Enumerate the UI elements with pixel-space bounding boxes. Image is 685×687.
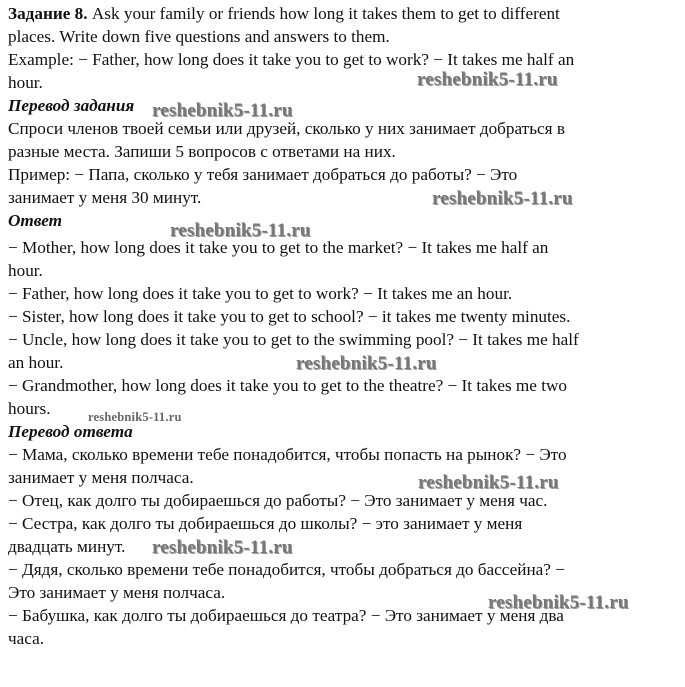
task-translation-line: разные места. Запиши 5 вопросов с ответами на них. <box>8 142 396 161</box>
answer-translation-line: − Бабушка, как долго ты добираешься до театра? − Это занимает у меня два <box>8 606 564 625</box>
answer-line: an hour. <box>8 353 64 372</box>
answer-translation-line: − Мама, сколько времени тебе понадобится, чтобы попасть на рынок? − Это <box>8 445 567 464</box>
task-translation-line: Пример: − Папа, сколько у тебя занимает добраться до работы? − Это <box>8 165 518 184</box>
task-line-2: places. Write down five questions and answers to them. <box>8 27 390 46</box>
task-translation-line: Спроси членов твоей семьи или друзей, сколько у них занимает добраться в <box>8 119 565 138</box>
answer-translation-heading: Перевод ответа <box>8 422 133 441</box>
document-page <box>8 2 678 650</box>
answer-line: hour. <box>8 261 43 280</box>
task-translation-heading: Перевод задания <box>8 96 135 115</box>
answer-translation-line: − Отец, как долго ты добираешься до работы? − Это занимает у меня час. <box>8 491 548 510</box>
task-label: Задание 8. <box>8 4 88 23</box>
task-example-line: Example: − Father, how long does it take you to get to work? − It takes me half an <box>8 50 575 69</box>
task-line-1 <box>8 2 678 25</box>
answer-translation-line: − Дядя, сколько времени тебе понадобится, чтобы добраться до бассейна? − <box>8 560 565 579</box>
watermark: reshebnik5-11.ru <box>170 220 311 241</box>
answer-line: hours. <box>8 399 51 418</box>
watermark: reshebnik5-11.ru <box>152 537 293 558</box>
watermark: reshebnik5-11.ru <box>152 100 293 121</box>
watermark: reshebnik5-11.ru <box>488 592 629 613</box>
answer-translation-line: часа. <box>8 629 45 648</box>
answer-heading: Ответ <box>8 211 63 230</box>
answer-line: − Uncle, how long does it take you to get to the swimming pool? − It takes me half <box>8 330 579 349</box>
watermark: reshebnik5-11.ru <box>417 69 558 90</box>
watermark: reshebnik5-11.ru <box>296 353 437 374</box>
watermark: reshebnik5-11.ru <box>432 188 573 209</box>
watermark: reshebnik5-11.ru <box>88 410 182 424</box>
watermark: reshebnik5-11.ru <box>418 472 559 493</box>
answer-translation-line: Это занимает у меня полчаса. <box>8 583 226 602</box>
task-translation-line: занимает у меня 30 минут. <box>8 188 202 207</box>
answer-translation-line: занимает у меня полчаса. <box>8 468 194 487</box>
answer-line: − Mother, how long does it take you to get to the market? − It takes me half an <box>8 238 549 257</box>
answer-line: − Father, how long does it take you to get to work? − It takes me an hour. <box>8 284 513 303</box>
answer-line: − Grandmother, how long does it take you to get to the theatre? − It takes me two <box>8 376 568 395</box>
answer-line: − Sister, how long does it take you to get to school? − it takes me twenty minutes. <box>8 307 571 326</box>
task-text: Ask your family or friends how long it takes them to get to different <box>87 4 560 23</box>
answer-translation-line: − Сестра, как долго ты добираешься до школы? − это занимает у меня <box>8 514 523 533</box>
answer-translation-line: двадцать минут. <box>8 537 126 556</box>
task-example-line: hour. <box>8 73 43 92</box>
